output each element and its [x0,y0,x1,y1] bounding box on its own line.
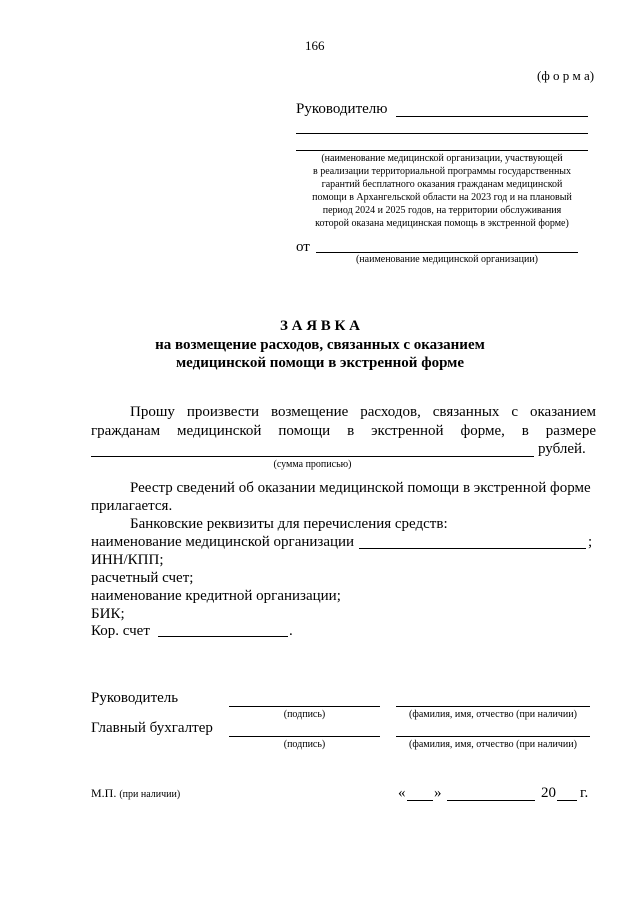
stamp-label: М.П. [91,786,117,800]
recipient-caption-line: период 2024 и 2025 годов, на территории обслуживания [322,205,562,216]
date-month-line [447,800,535,801]
org-name-line [359,548,586,549]
date-year-prefix: 20 [541,785,556,801]
signature-role-head: Руководитель [91,690,179,706]
name-line-accountant [396,736,590,737]
date-year-suffix: г. [580,785,589,801]
signature-caption-accountant: (подпись) [283,739,326,750]
from-label: от [296,239,310,255]
recipient-caption-line: гарантий бесплатного оказания гражданам медицинской [321,179,563,190]
account: расчетный счет; [91,570,194,586]
inn-kpp: ИНН/КПП; [91,552,164,568]
org-name-label: наименование медицинской организации [91,534,355,550]
addressee-line-3 [296,150,588,151]
addressee-label: Руководителю [296,101,388,117]
recipient-caption-line: помощи в Архангельской области на 2023 год и на плановый [312,192,572,203]
recipient-caption-line: в реализации территориальной программы государственных [312,166,572,177]
date-year-line [557,800,577,801]
sender-caption: (наименование медицинской организации) [355,254,539,265]
name-line-head [396,706,590,707]
name-caption-accountant: (фамилия, имя, отчество (при наличии) [409,739,577,750]
form-label: (ф о р м а) [537,68,595,83]
bank-details: Банковские реквизиты для перечисления средств: [130,516,448,532]
page-number: 166 [305,38,325,53]
name-caption-head: (фамилия, имя, отчество (при наличии) [409,709,577,720]
bank-name: наименование кредитной организации; [91,588,341,604]
corr-account-line [158,636,288,637]
para2-line2: прилагается. [91,498,173,514]
org-name-semicolon: ; [588,534,593,550]
signature-role-accountant: Главный бухгалтер [91,720,213,736]
para1-line1: Прошу произвести возмещение расходов, связанных с оказанием [130,404,596,420]
amount-caption: (сумма прописью) [273,459,352,470]
bik: БИК; [91,606,125,622]
signature-line-head [229,706,380,707]
corr-account-label: Кор. счет [91,623,150,639]
recipient-caption-line: (наименование медицинской организации, участвующей [321,153,563,164]
date-day-line [407,800,433,801]
corr-account-period: . [289,623,293,639]
rubles-label: рублей. [538,441,586,457]
addressee-line [396,116,588,117]
signature-line-accountant [229,736,380,737]
recipient-caption [296,152,588,230]
signature-caption-head: (подпись) [283,709,326,720]
para1-line2: гражданам медицинской помощи в экстренной форме, в размере [91,423,596,439]
document-title: З А Я В К А [279,318,361,334]
document-subtitle-1: на возмещение расходов, связанных с оказанием [155,337,485,353]
stamp-note: (при наличии) [119,789,181,800]
date-open-quote: « [398,785,406,801]
addressee-line-2 [296,133,588,134]
date-close-quote: » [434,785,442,801]
stamp-area [91,786,180,801]
para2-line1: Реестр сведений об оказании медицинской помощи в экстренной форме [130,480,591,496]
document-subtitle-2: медицинской помощи в экстренной форме [175,355,465,371]
recipient-caption-line: которой оказана медицинская помощь в экстренной форме) [315,218,569,229]
amount-line [91,456,534,457]
